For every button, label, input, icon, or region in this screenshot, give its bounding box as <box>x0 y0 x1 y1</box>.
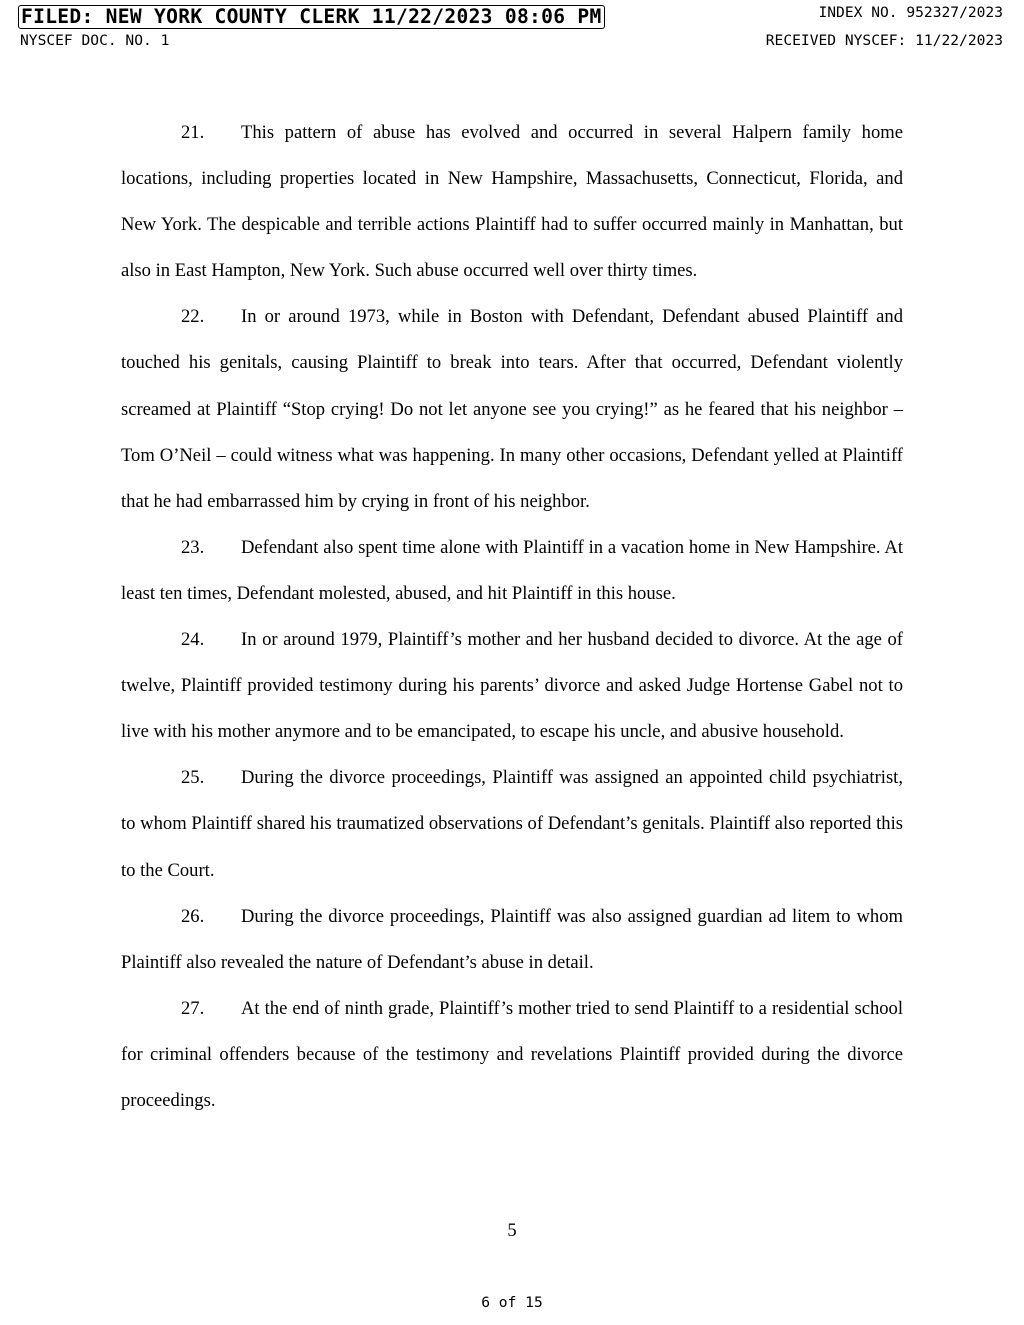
paragraph-number: 25. <box>181 767 205 789</box>
paragraph-number: 24. <box>181 629 205 651</box>
paragraph-number: 26. <box>181 905 205 927</box>
paragraph-25 <box>121 755 903 893</box>
document-number: NYSCEF DOC. NO. 1 <box>20 32 170 49</box>
paragraph-text: At the end of ninth grade, Plaintiff’s mother tried to send Plaintiff to a residential school for criminal offenders because of the testimony and revelations Plaintiff provided during the divorce proceedings. <box>121 997 903 1111</box>
paragraph-text: Defendant also spent time alone with Plaintiff in a vacation home in New Hampshire. At least ten times, Defendant molested, abused, and hit Plaintiff in this house. <box>121 536 903 604</box>
filed-stamp: FILED: NEW YORK COUNTY CLERK 11/22/2023 08:06 PM <box>18 5 605 29</box>
paragraph-text: During the divorce proceedings, Plaintiff was also assigned guardian ad litem to whom Plaintiff also revealed the nature of Defendant’s abuse in detail. <box>121 905 903 973</box>
paragraph-27 <box>121 986 903 1124</box>
paragraph-number: 27. <box>181 997 205 1019</box>
paragraph-text: This pattern of abuse has evolved and occurred in several Halpern family home locations, including properties located in New Hampshire, Massachusetts, Connecticut, Florida, and New York. The despicable and terrible actions Plaintiff had to suffer occurred mainly in Manhattan, but also in East Hampton, New York. Such abuse occurred well over thirty times. <box>121 122 903 282</box>
paragraph-text: In or around 1973, while in Boston with Defendant, Defendant abused Plaintiff and touched his genitals, causing Plaintiff to break into tears. After that occurred, Defendant violently screamed at Plaintiff “Stop crying! Do not let anyone see you crying!” as he feared that his neighbor – Tom O’Neil – could witness what was happening. In many other occasions, Defendant yelled at Plaintiff that he had embarrassed him by crying in front of his neighbor. <box>121 306 903 512</box>
received-date: RECEIVED NYSCEF: 11/22/2023 <box>765 32 1003 49</box>
paragraph-number: 21. <box>181 122 205 143</box>
paragraph-text: During the divorce proceedings, Plaintiff was assigned an appointed child psychiatrist, to whom Plaintiff shared his traumatized observations of Defendant’s genitals. Plaintiff also reported this to the Court. <box>121 767 903 881</box>
paragraph-26 <box>121 894 903 986</box>
page-of-total: 6 of 15 <box>481 1294 543 1311</box>
paragraph-23 <box>121 525 903 617</box>
paragraph-text: In or around 1979, Plaintiff’s mother and her husband decided to divorce. At the age of twelve, Plaintiff provided testimony during his parents’ divorce and asked Judge Hortense Gabel not to live with his mother anymore and to be emancipated, to escape his uncle, and abusive household. <box>121 629 903 743</box>
paragraph-number: 23. <box>181 536 205 558</box>
page-number: 5 <box>507 1220 517 1241</box>
document-body <box>121 110 903 1124</box>
paragraph-number: 22. <box>181 306 205 328</box>
paragraph-22 <box>121 294 903 524</box>
paragraph-24 <box>121 617 903 755</box>
index-number: INDEX NO. 952327/2023 <box>818 4 1003 21</box>
paragraph-21 <box>121 110 903 294</box>
